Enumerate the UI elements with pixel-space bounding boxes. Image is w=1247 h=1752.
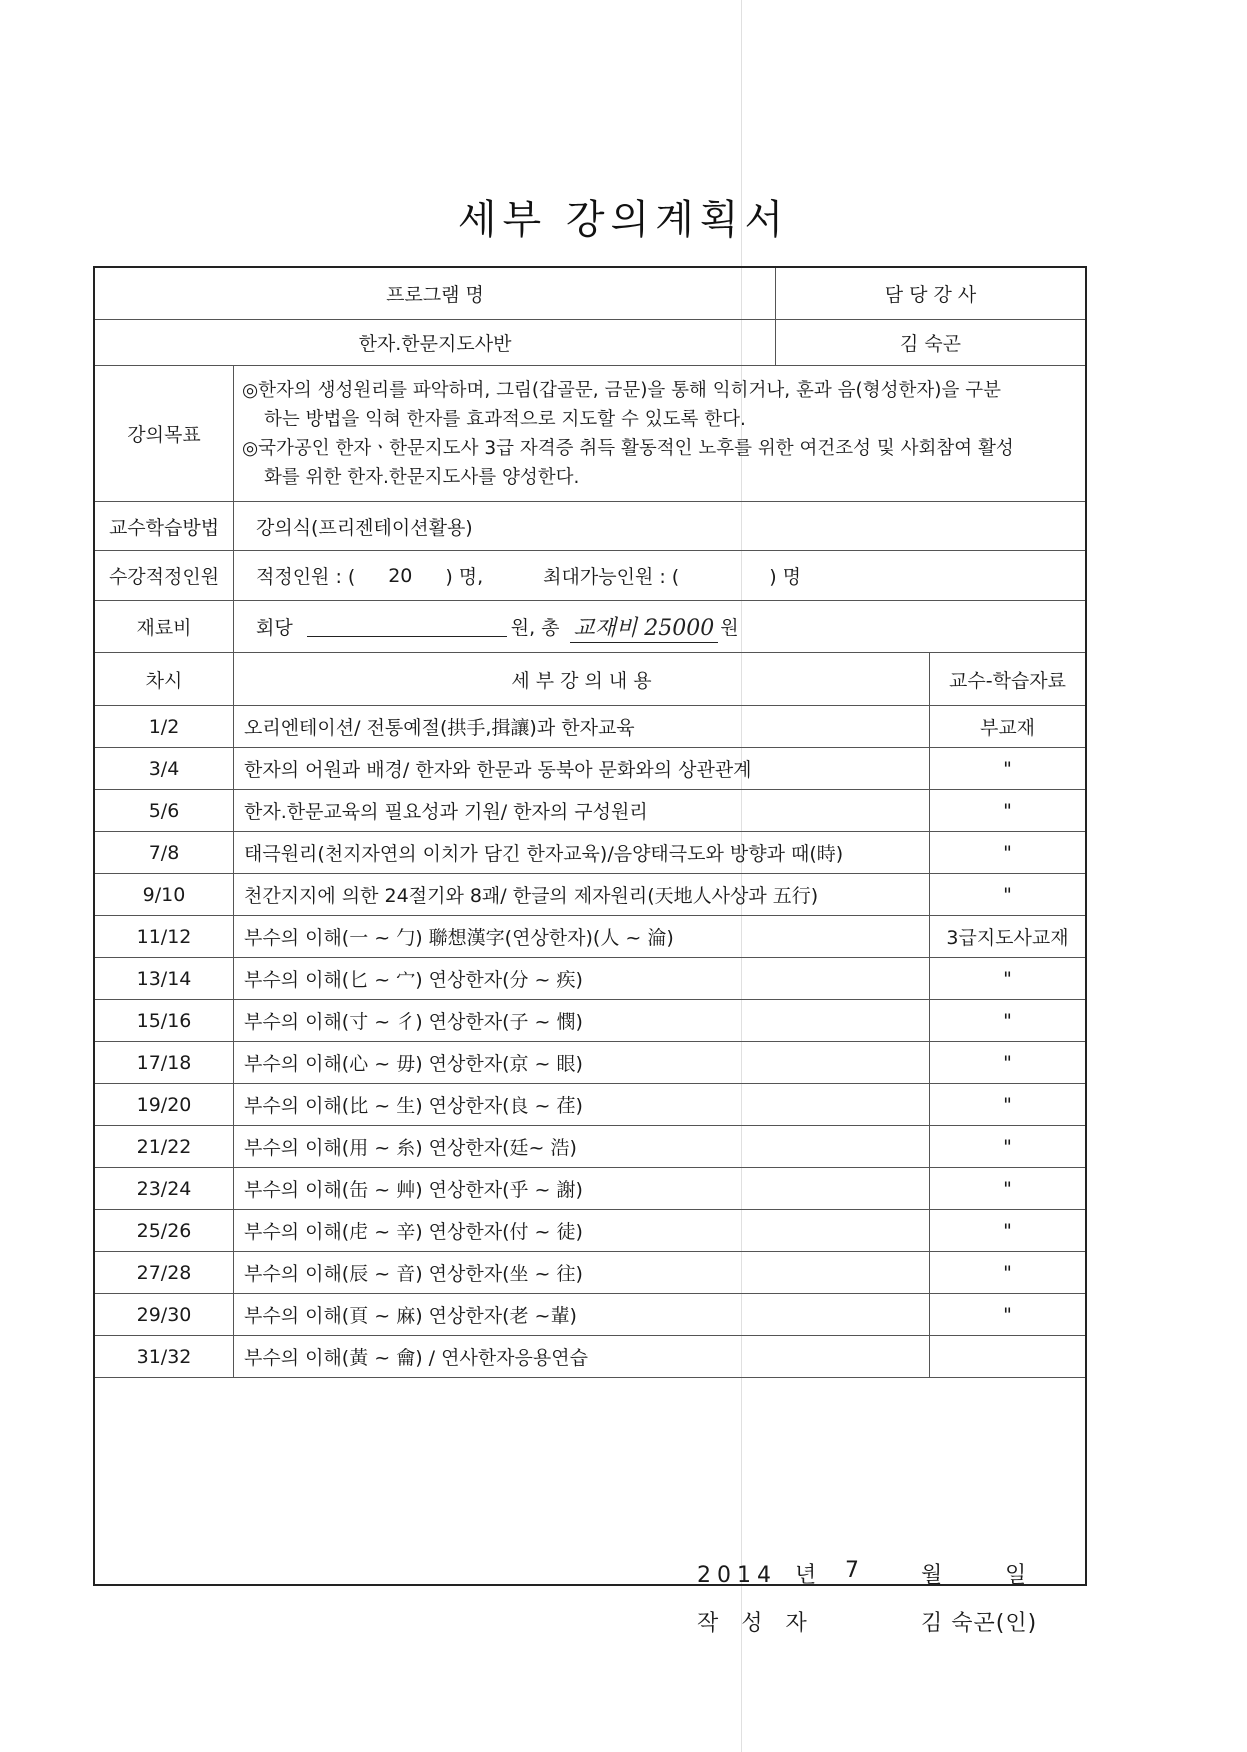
session-content: 부수의 이해(辰 ~ 音) 연상한자(坐 ~ 往) <box>233 1252 929 1293</box>
instructor-label: 담 당 강 사 <box>775 268 1085 319</box>
program-row <box>95 320 1085 366</box>
schedule-header-row <box>95 653 1085 706</box>
material-fee-row <box>95 601 1085 653</box>
total-unit: 원 <box>720 617 739 639</box>
session-material: " <box>929 1168 1085 1209</box>
session-content: 부수의 이해(匕 ~ 宀) 연상한자(分 ~ 疾) <box>233 958 929 999</box>
session-material: " <box>929 1042 1085 1083</box>
session-content: 오리엔테이션/ 전통예절(拱手,揖讓)과 한자교육 <box>233 706 929 747</box>
session-number: 21/22 <box>136 1135 192 1158</box>
proper-capacity-unit: ) 명, <box>445 566 484 588</box>
session-number: 13/14 <box>136 967 192 990</box>
session-material: " <box>929 874 1085 915</box>
objective-row <box>95 366 1085 502</box>
session-number: 17/18 <box>136 1051 192 1074</box>
year-value: 2014 <box>697 1563 777 1588</box>
method-value: 강의식(프리젠테이션활용) <box>233 502 1085 550</box>
schedule-row <box>95 1252 1085 1294</box>
schedule-row <box>95 1042 1085 1084</box>
session-material: " <box>929 1210 1085 1251</box>
schedule-row <box>95 1126 1085 1168</box>
per-session-label: 회당 <box>256 617 293 639</box>
author-name: 김 숙곤(인) <box>921 1611 1038 1636</box>
objective-label: 강의목표 <box>127 424 201 446</box>
proper-capacity-label: 적정인원 : ( <box>256 566 356 588</box>
max-capacity-unit: ) 명 <box>769 566 802 588</box>
session-content: 부수의 이해(一 ~ 勹) 聯想漢字(연상한자)(人 ~ 淪) <box>233 916 929 957</box>
session-number: 7/8 <box>148 841 180 864</box>
per-session-unit: 원, 총 <box>510 617 560 639</box>
objective-line-1: ◎한자의 생성원리를 파악하며, 그림(갑골문, 금문)을 통해 익히거나, 훈과 음(형성한자)을 구분 <box>242 380 1001 401</box>
proper-capacity-value: 20 <box>388 564 413 587</box>
session-material <box>929 1336 1085 1377</box>
program-name: 한자.한문지도사반 <box>358 333 512 355</box>
session-number: 1/2 <box>148 715 180 738</box>
session-number: 23/24 <box>136 1177 192 1200</box>
session-material: 부교재 <box>929 706 1085 747</box>
capacity-content <box>233 551 1085 600</box>
session-number: 29/30 <box>136 1303 192 1326</box>
session-number: 25/26 <box>136 1219 192 1242</box>
year-unit: 년 <box>795 1563 818 1588</box>
schedule-row <box>95 790 1085 832</box>
session-content: 부수의 이해(缶 ~ 艸) 연상한자(乎 ~ 謝) <box>233 1168 929 1209</box>
method-label: 교수학습방법 <box>108 516 220 539</box>
program-label: 프로그램 명 <box>386 284 484 306</box>
session-material: " <box>929 790 1085 831</box>
date-month <box>845 1558 860 1583</box>
schedule-row <box>95 1210 1085 1252</box>
schedule-row <box>95 1336 1085 1378</box>
session-content: 한자의 어원과 배경/ 한자와 한문과 동북아 문화와의 상관관계 <box>233 748 929 789</box>
instructor-name: 김 숙곤 <box>775 320 1085 365</box>
session-content: 한자.한문교육의 필요성과 기원/ 한자의 구성원리 <box>233 790 929 831</box>
lecture-plan-table <box>93 266 1087 1636</box>
schedule-row <box>95 874 1085 916</box>
schedule-row <box>95 706 1085 748</box>
handwritten-total: 교재비 25000 <box>570 611 719 643</box>
session-material: 3급지도사교재 <box>929 916 1085 957</box>
session-number: 31/32 <box>136 1345 192 1368</box>
session-number: 11/12 <box>136 925 192 948</box>
session-material: " <box>929 958 1085 999</box>
objective-line-4: 화를 위한 한자.한문지도사를 양성한다. <box>264 467 580 488</box>
session-content: 부수의 이해(頁 ~ 麻) 연상한자(老 ~輩) <box>233 1294 929 1335</box>
session-content: 부수의 이해(黃 ~ 龠) / 연사한자응용연습 <box>233 1336 929 1377</box>
session-content: 부수의 이해(比 ~ 生) 연상한자(良 ~ 荏) <box>233 1084 929 1125</box>
date-month-unit: 월 <box>921 1563 944 1588</box>
schedule-row <box>95 832 1085 874</box>
method-row <box>95 502 1085 551</box>
session-number: 5/6 <box>148 799 180 822</box>
objective-text <box>233 366 1085 501</box>
col-session-header: 차시 <box>145 669 183 692</box>
session-material: " <box>929 1084 1085 1125</box>
page-title: 세부 강의계획서 <box>457 197 790 243</box>
max-capacity-label: 최대가능인원 : ( <box>543 566 680 588</box>
session-material: " <box>929 832 1085 873</box>
session-material: " <box>929 1294 1085 1335</box>
objective-line-3: ◎국가공인 한자ㆍ한문지도사 3급 자격증 취득 활동적인 노후를 위한 여건조성 및 사회참여 활성 <box>242 438 1014 459</box>
session-number: 9/10 <box>142 883 186 906</box>
author-label: 작 성 자 <box>697 1611 815 1636</box>
session-material: " <box>929 1252 1085 1293</box>
capacity-label: 수강적정인원 <box>108 566 220 588</box>
session-content: 부수의 이해(心 ~ 毋) 연상한자(京 ~ 眼) <box>233 1042 929 1083</box>
session-number: 15/16 <box>136 1009 192 1032</box>
month-value: 7 <box>845 1558 860 1583</box>
col-material-header: 교수-학습자료 <box>929 653 1085 705</box>
session-material: " <box>929 1000 1085 1041</box>
per-session-blank <box>307 616 507 637</box>
session-material: " <box>929 1126 1085 1167</box>
schedule-row <box>95 1000 1085 1042</box>
date-day-unit: 일 <box>1005 1563 1028 1588</box>
header-row <box>95 268 1085 320</box>
session-content: 태극원리(천지자연의 이치가 담긴 한자교육)/음양태극도와 방향과 때(時) <box>233 832 929 873</box>
session-number: 3/4 <box>148 757 180 780</box>
schedule-row <box>95 1168 1085 1210</box>
session-content: 부수의 이해(寸 ~ 彳) 연상한자(子 ~ 憫) <box>233 1000 929 1041</box>
material-fee-content <box>233 601 1085 652</box>
schedule-row <box>95 1084 1085 1126</box>
col-content-header: 세 부 강 의 내 용 <box>233 653 929 705</box>
capacity-row <box>95 551 1085 601</box>
schedule-row <box>95 958 1085 1000</box>
session-number: 19/20 <box>136 1093 192 1116</box>
schedule-row <box>95 1294 1085 1336</box>
session-number: 27/28 <box>136 1261 192 1284</box>
session-content: 부수의 이해(虍 ~ 辛) 연상한자(付 ~ 徒) <box>233 1210 929 1251</box>
session-material: " <box>929 748 1085 789</box>
session-content: 천간지지에 의한 24절기와 8괘/ 한글의 제자원리(天地人사상과 五行) <box>233 874 929 915</box>
date-year <box>697 1558 817 1589</box>
objective-line-2: 하는 방법을 익혀 한자를 효과적으로 지도할 수 있도록 한다. <box>264 409 746 430</box>
schedule-row <box>95 748 1085 790</box>
material-fee-label: 재료비 <box>136 617 192 639</box>
session-content: 부수의 이해(用 ~ 糸) 연상한자(廷~ 浩) <box>233 1126 929 1167</box>
schedule-row <box>95 916 1085 958</box>
